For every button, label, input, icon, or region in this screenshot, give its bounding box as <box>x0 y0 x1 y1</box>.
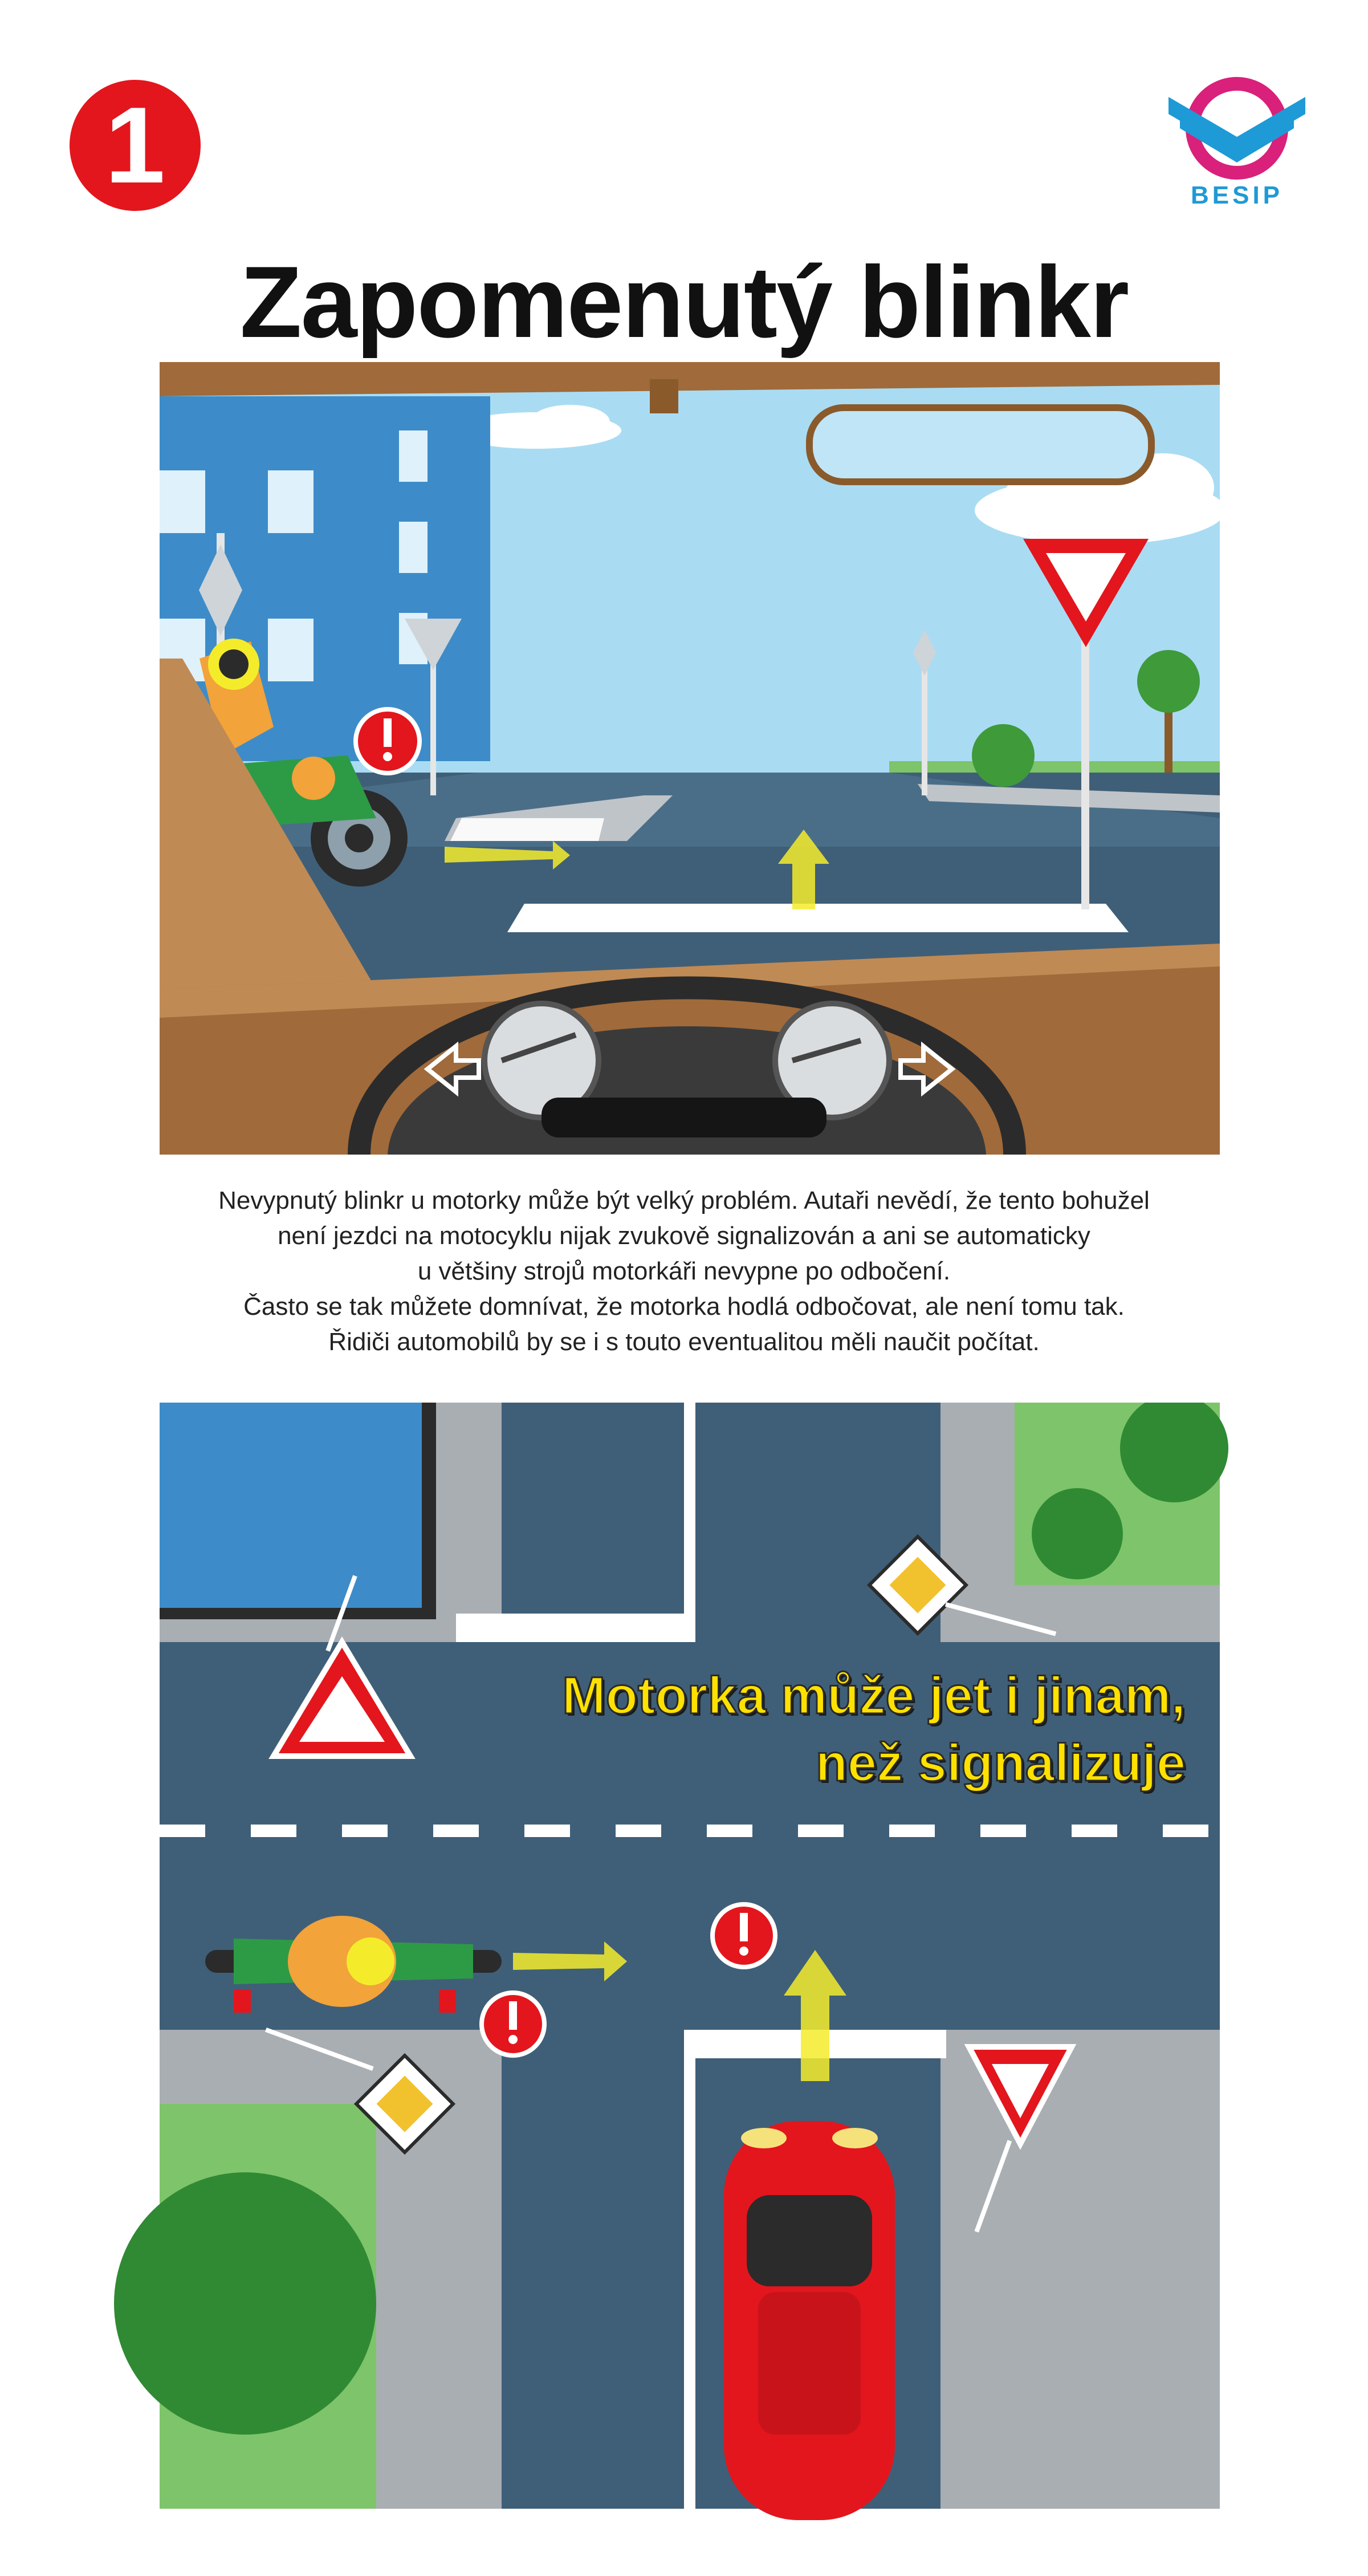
page-title: Zapomenutý blinkr <box>239 245 1129 359</box>
description-line: Řidiči automobilů by se i s touto eventualitou měli naučit počítat. <box>328 1328 1040 1356</box>
tree <box>1137 650 1200 713</box>
step-number-badge: 1 <box>70 80 201 211</box>
bush <box>1032 1488 1123 1579</box>
besip-logo-text: BESIP <box>1190 181 1284 209</box>
stop-line <box>507 904 1129 932</box>
exclamation-warning-icon <box>712 1904 775 1967</box>
description-line: Často se tak můžete domnívat, že motorka hodlá odbočovat, ale není tomu tak. <box>243 1293 1125 1320</box>
intersection-illustration <box>103 1403 1277 2543</box>
description-text <box>142 1183 1226 1360</box>
tree <box>114 2172 376 2435</box>
caption-line: Motorka může jet i jinam, <box>562 1667 1186 1725</box>
description-line: u většiny strojů motorkáři nevypne po odbočení. <box>417 1257 951 1285</box>
building-roof <box>160 1403 427 1608</box>
caption-line: než signalizuje <box>815 1734 1186 1792</box>
exclamation-warning-icon <box>482 1993 544 2055</box>
description-line: Nevypnutý blinkr u motorky může být velký problém. Autaři nevědí, že tento bohužel <box>218 1187 1150 1214</box>
description-line: není jezdci na motocyklu nijak zvukově signalizován a ani se automaticky <box>278 1222 1090 1250</box>
driver-view-illustration <box>160 362 1220 1155</box>
warning-caption <box>513 1662 1186 1797</box>
turn-signal-light <box>292 757 335 800</box>
exclamation-warning-icon <box>356 709 420 773</box>
rearview-mirror <box>809 408 1151 482</box>
bush <box>972 724 1035 787</box>
car <box>724 2121 895 2520</box>
side-road-top <box>502 1403 940 1642</box>
